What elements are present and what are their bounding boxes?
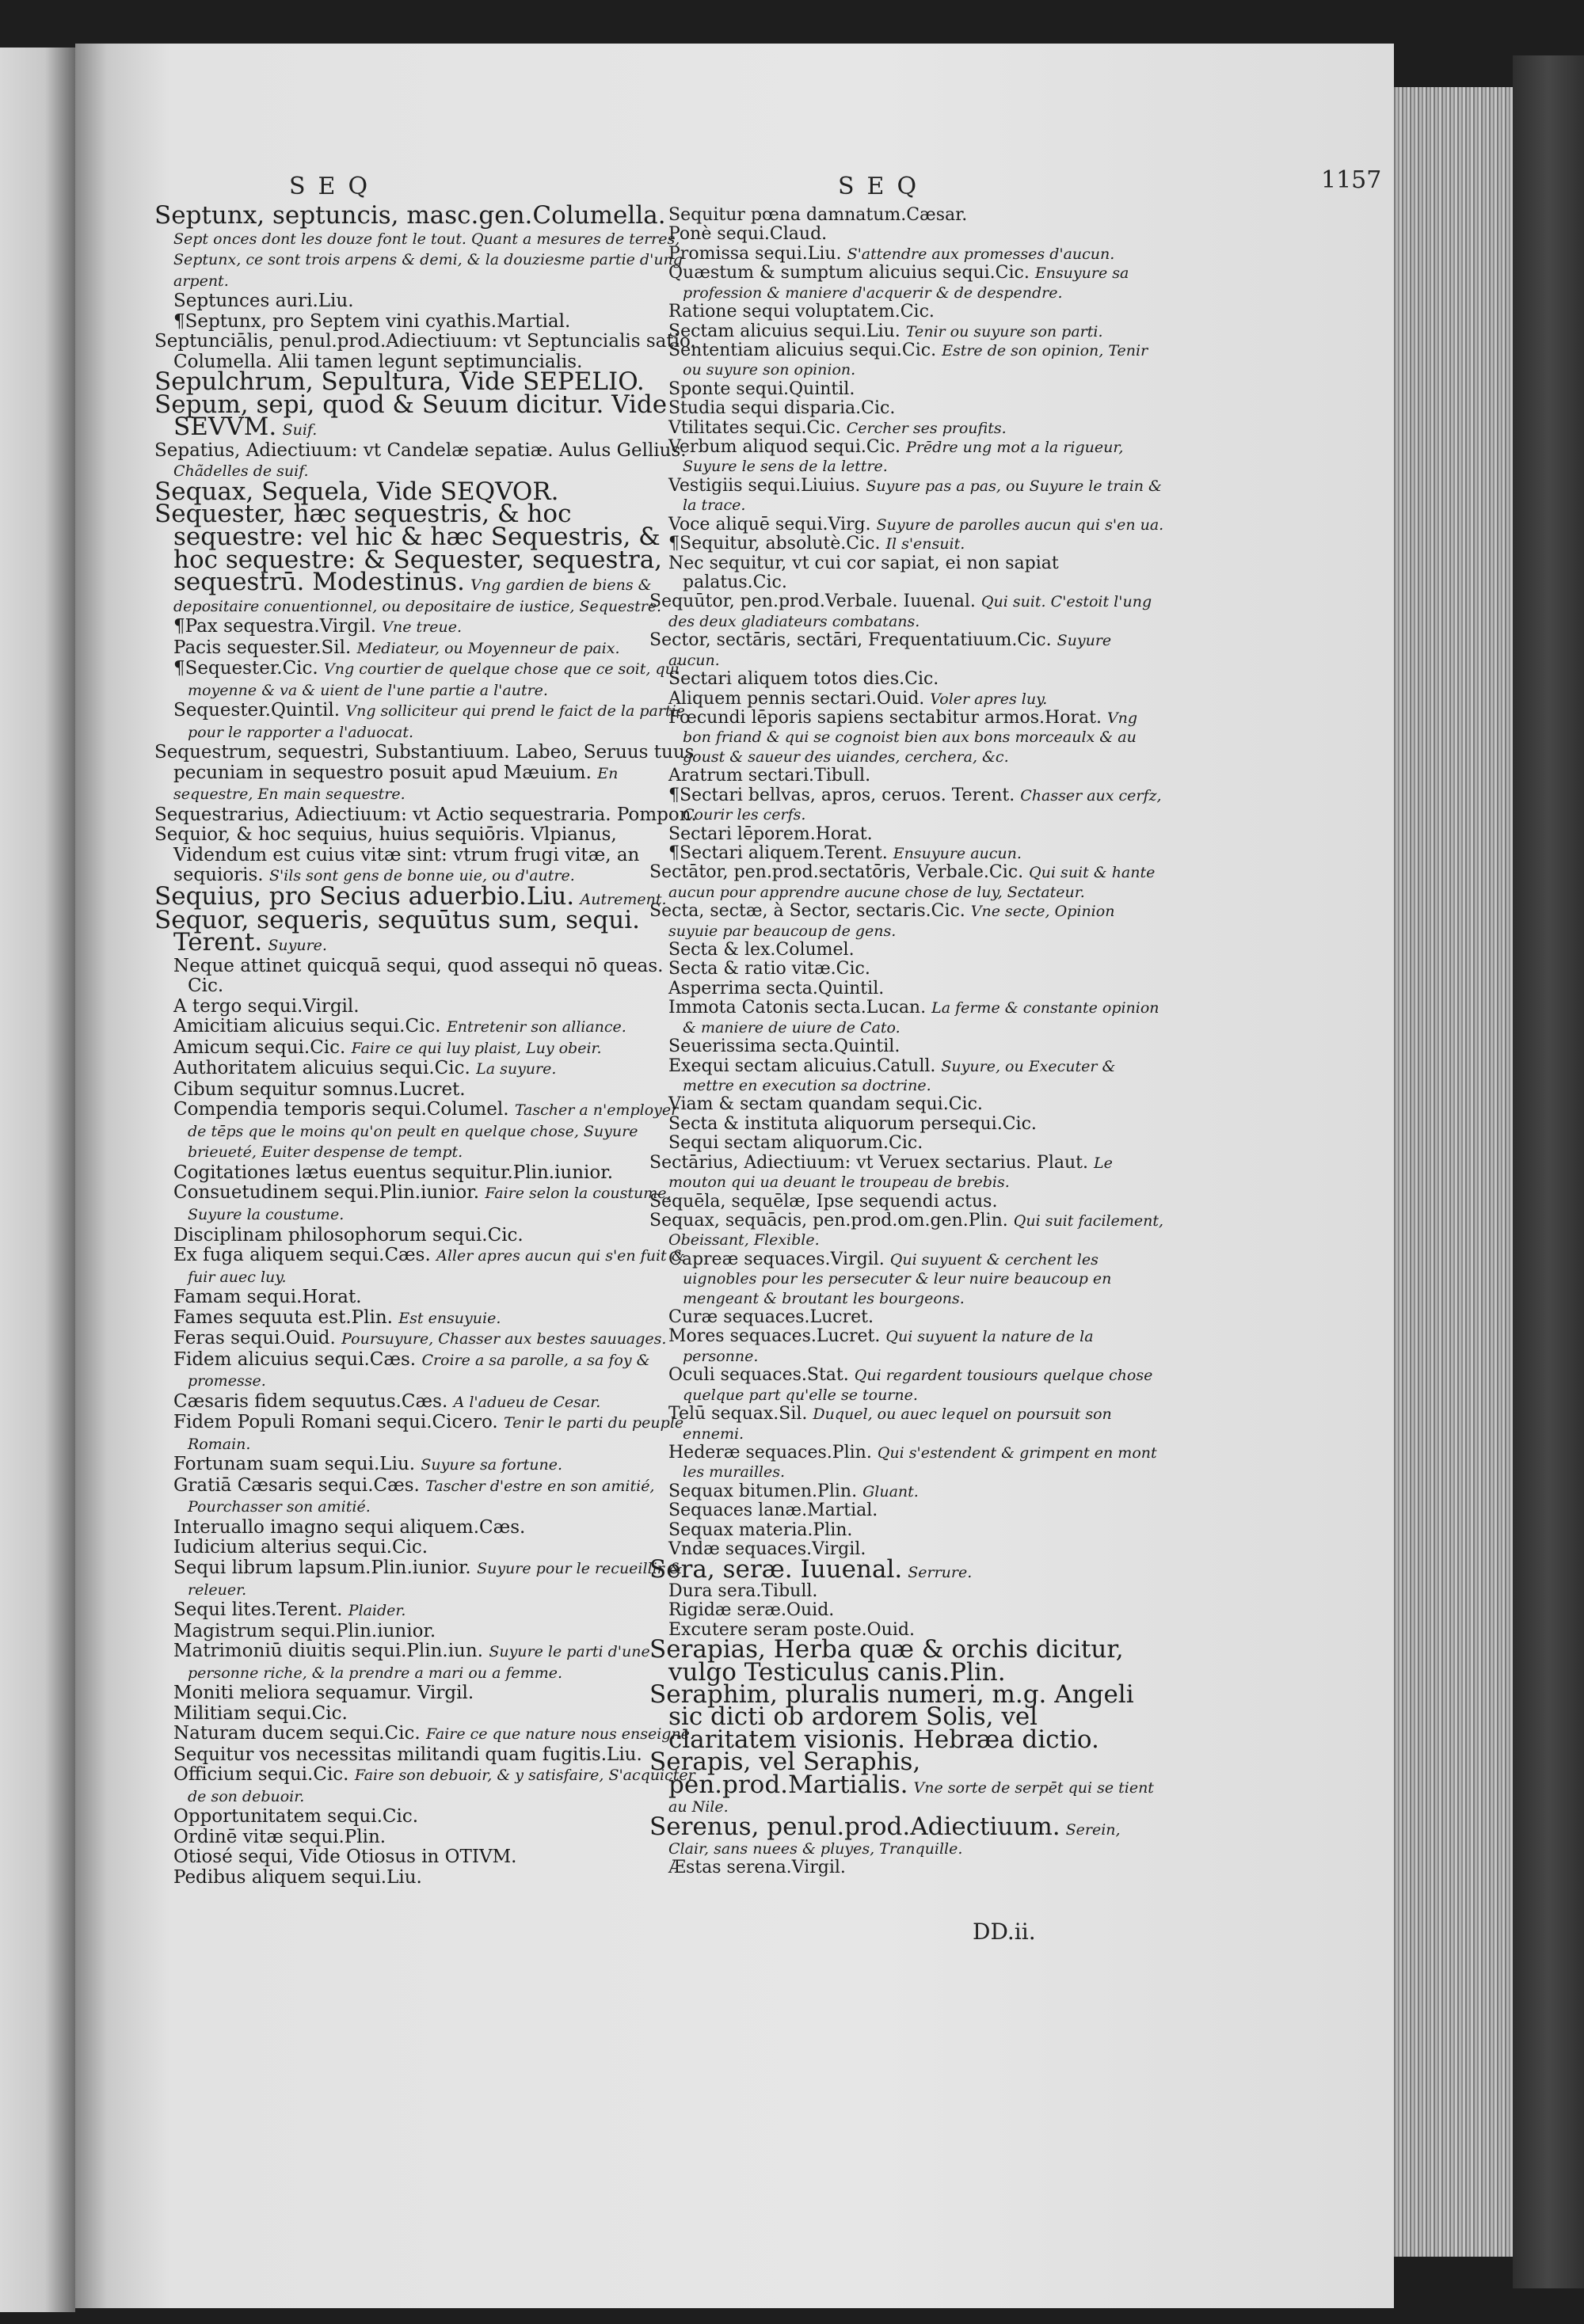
entry-french: S'ils sont gens de bonne uie, ou d'autre. (268, 867, 575, 885)
entry-latin: Sectārius, Adiectiuum: vt Veruex sectarius. Plaut. (649, 1152, 1088, 1173)
dictionary-entry (649, 825, 1164, 844)
entry-latin: Sententiam alicuius sequi.Cic. (668, 340, 937, 360)
entry-latin: Capreæ sequaces.Virgil. (668, 1249, 885, 1269)
entry-latin: Sequēla, sequēlæ, Ipse sequendi actus. (649, 1191, 998, 1211)
dictionary-entry (154, 1413, 701, 1455)
dictionary-entry (154, 1455, 701, 1476)
dictionary-entry (649, 1366, 1164, 1405)
entry-latin: Iudicium alterius sequi.Cic. (173, 1537, 428, 1558)
entry-latin: Secta & instituta aliquorum persequi.Cic. (668, 1113, 1037, 1134)
entry-latin: Æstas serena.Virgil. (668, 1858, 846, 1878)
entry-latin: Serenus, penul.prod.Adiectiuum. (649, 1812, 1060, 1841)
page-block-edges (1394, 87, 1513, 2257)
entry-french: La suyure. (476, 1060, 557, 1078)
running-header-right: SEQ (838, 173, 930, 200)
entry-french: Tenir ou suyure son parti. (905, 322, 1103, 340)
entry-latin: Ponè sequi.Claud. (668, 224, 828, 245)
entry-french: Tascher a n'employer de tēps que le moins qu'on peult en quelque chose, Suyure brieueté, Euiter despense de tempt. (188, 1101, 679, 1162)
entry-french: Vng courtier de quelque chose que ce soit, qui moyenne & va & uient de l'une partie a l'autre. (188, 660, 680, 699)
dictionary-entry (154, 291, 701, 312)
dictionary-entry (649, 863, 1164, 902)
dictionary-entry (649, 515, 1164, 534)
entry-latin: Nec sequitur, vt cui cor sapiat, ei non sapiat palatus.Cic. (668, 553, 1059, 593)
entry-french: Suyure pour le recueillir & releuer. (188, 1560, 683, 1599)
entry-latin: Sectari lēporem.Horat. (668, 823, 873, 844)
entry-french: Entretenir son alliance. (446, 1018, 626, 1036)
page-number: 1157 (1321, 166, 1382, 194)
entry-french: Sept onces dont les douze font le tout. Quant a mesures de terres, Septunx, ce sont trois arpens & demi, & la douziesme partie d'ung arpent. (173, 230, 683, 290)
entry-latin: Rigidæ seræ.Ouid. (668, 1600, 835, 1621)
dictionary-entry (649, 1095, 1164, 1114)
entry-latin: Officium sequi.Cic. (173, 1764, 349, 1786)
book-cover-edge (1513, 55, 1584, 2288)
entry-latin: Voce aliquē sequi.Virg. (668, 514, 871, 534)
entry-latin: Septunciālis, penul.prod.Adiectiuum: vt Septuncialis satio. Columella. Alii tamen legunt septimuncialis. (154, 331, 696, 372)
dictionary-entry (649, 1501, 1164, 1520)
entry-latin: Mores sequaces.Lucret. (668, 1326, 881, 1347)
entry-latin: Naturam ducem sequi.Cic. (173, 1723, 421, 1744)
entry-latin: Magistrum sequi.Plin.iunior. (173, 1620, 436, 1641)
entry-latin: Septunces auri.Liu. (173, 291, 354, 312)
entry-latin: Sequitur pœna damnatum.Cæsar. (668, 205, 968, 225)
entry-french: Suyure de parolles aucun qui s'en ua. (876, 515, 1164, 534)
dictionary-entry (649, 1582, 1164, 1601)
entry-french: Qui suit & hante aucun pour apprendre aucune chose de luy, Sectateur. (668, 864, 1156, 901)
dictionary-entry (154, 701, 701, 743)
entry-latin: Sequestrarius, Adiectiuum: vt Actio sequestraria. Pompon. (154, 804, 697, 825)
dictionary-entry (154, 1765, 701, 1807)
dictionary-entry (154, 1038, 701, 1059)
dictionary-entry (649, 225, 1164, 244)
entry-latin: Sequestrum, sequestri, Substantiuum. Labeo, Seruus tuus pecuniam in sequestro posuit apud Mæuium. (154, 742, 695, 783)
dictionary-entry (649, 844, 1164, 863)
running-header-left: SEQ (289, 173, 381, 200)
dictionary-entry (154, 1246, 701, 1288)
entry-french: Faire ce que nature nous enseigne. (425, 1725, 695, 1744)
dictionary-entry (154, 1329, 701, 1350)
dictionary-entry (649, 554, 1164, 593)
facing-page-edge (0, 48, 75, 2312)
dictionary-entry (154, 825, 701, 887)
dictionary-entry (649, 322, 1164, 341)
entry-french: Suif. (282, 421, 318, 439)
entry-latin: Sectam alicuius sequi.Liu. (668, 321, 901, 341)
entry-french: Qui suit facilement, Obeissant, Flexible. (668, 1211, 1164, 1249)
entry-french: Suyure. (268, 937, 327, 955)
dictionary-entry (649, 592, 1164, 631)
dictionary-entry (649, 1748, 1164, 1816)
entry-latin: Pedibus aliquem sequi.Liu. (173, 1866, 422, 1888)
entry-latin: Sepulchrum, Sepultura, Vide SEPELIO. (154, 367, 645, 397)
entry-latin: Oculi sequaces.Stat. (668, 1365, 849, 1386)
entry-french: Ensuyure aucun. (893, 844, 1022, 862)
dictionary-entry (649, 1057, 1164, 1096)
entry-latin: Secta & ratio vitæ.Cic. (668, 959, 870, 979)
entry-french: Serrure. (908, 1563, 973, 1581)
dictionary-entry (154, 1704, 701, 1725)
entry-french: Suyure pas a pas, ou Suyure le train & la trace. (683, 477, 1162, 515)
entry-latin: Interuallo imagno sequi aliquem.Cæs. (173, 1516, 526, 1538)
right-column (649, 206, 1164, 1878)
dictionary-entry (649, 1154, 1164, 1192)
entry-latin: Pacis sequester.Sil. (173, 637, 352, 658)
entry-french: La ferme & constante opinion & maniere de uiure de Cato. (683, 999, 1159, 1036)
entry-latin: Sequius, pro Secius aduerbio.Liu. (154, 882, 575, 911)
dictionary-entry (649, 998, 1164, 1037)
entry-latin: Sequax bitumen.Plin. (668, 1481, 858, 1501)
dictionary-entry (154, 1308, 701, 1329)
dictionary-entry (154, 1518, 701, 1539)
entry-latin: Fortunam suam sequi.Liu. (173, 1454, 416, 1475)
entry-latin: Sequax, sequācis, pen.prod.om.gen.Plin. (649, 1210, 1008, 1230)
entry-latin: Sepum, sepi, quod & Seuum dicitur. Vide SEVVM. (154, 390, 668, 442)
entry-latin: Authoritatem alicuius sequi.Cic. (173, 1058, 470, 1079)
dictionary-entry (649, 419, 1164, 438)
dictionary-entry (649, 302, 1164, 321)
entry-french: Serein, Clair, sans nuees & pluyes, Tranquille. (668, 1820, 1121, 1858)
entry-french: Cercher ses proufits. (846, 419, 1007, 437)
entry-latin: A tergo sequi.Virgil. (173, 995, 360, 1017)
entry-french: Chasser aux cerfz, Courir les cerfs. (683, 786, 1162, 824)
dictionary-entry (154, 957, 701, 997)
entry-french: Voler apres luy. (930, 690, 1048, 708)
entry-latin: Sequi librum lapsum.Plin.iunior. (173, 1558, 471, 1578)
entry-french: Vng bon friand & qui se cognoist bien aux bons morceaulx & au goust & saueur des uiandes, cerchera, &c. (683, 709, 1138, 766)
entry-latin: Cæsaris fidem sequutus.Cæs. (173, 1390, 448, 1412)
entry-latin: Sequitur vos necessitas militandi quam fugitis.Liu. (173, 1744, 642, 1765)
dictionary-entry (649, 1405, 1164, 1443)
entry-latin: Sequior, & hoc sequius, huius sequiōris. Vlpianus, Videndum est cuius vitæ sint: vtrum frugi vitæ, an sequioris. (154, 824, 640, 886)
dictionary-entry (154, 1183, 701, 1225)
entry-latin: Sectari aliquem totos dies.Cic. (668, 669, 939, 690)
entry-latin: Quæstum & sumptum alicuius sequi.Cic. (668, 263, 1030, 283)
entry-french: Est ensuyuie. (398, 1309, 501, 1327)
entry-french: Qui regardent tousiours quelque chose quelque part qu'elle se tourne. (683, 1367, 1153, 1404)
dictionary-entry (649, 902, 1164, 941)
dictionary-entry (649, 1211, 1164, 1250)
dictionary-entry (154, 500, 701, 617)
entry-latin: ¶Sequester.Cic. (173, 658, 318, 679)
dictionary-entry (649, 709, 1164, 766)
entry-french: Ensuyure sa profession & maniere d'acquerir & de despendre. (683, 264, 1129, 302)
dictionary-entry (154, 997, 701, 1017)
entry-french: Faire selon la coustume, Suyure la coustume. (188, 1185, 672, 1223)
entry-latin: Moniti meliora sequamur. Virgil. (173, 1683, 474, 1704)
entry-latin: Matrimoniū diuitis sequi.Plin.iun. (173, 1641, 483, 1662)
dictionary-entry (154, 332, 701, 372)
entry-latin: Consuetudinem sequi.Plin.iunior. (173, 1182, 480, 1204)
entry-french: Vng solliciteur qui prend le faict de la partie pour le rapporter a l'aduocat. (188, 702, 685, 741)
dictionary-entry (154, 1745, 701, 1766)
entry-latin: Seraphim, pluralis numeri, m.g. Angeli sic dicti ob ardorem Solis, vel claritatem visionis. Hebræa dictio. (649, 1680, 1134, 1754)
entry-latin: Amicum sequi.Cic. (173, 1036, 346, 1058)
entry-french: Vne secte, Opinion suyuie par beaucoup de gens. (668, 903, 1115, 940)
entry-french: Vne treue. (382, 618, 463, 637)
entry-french: Il s'ensuit. (885, 535, 965, 553)
entry-french: Autrement. (580, 891, 667, 908)
entry-latin: ¶Sectari aliquem.Terent. (668, 842, 888, 863)
entry-latin: ¶Sequitur, absolutè.Cic. (668, 534, 881, 554)
entry-latin: Militiam sequi.Cic. (173, 1702, 348, 1724)
dictionary-entry (154, 1163, 701, 1184)
signature-mark: DD.ii. (973, 1919, 1036, 1945)
entry-latin: Sera, seræ. Iuuenal. (649, 1554, 903, 1584)
dictionary-entry (649, 206, 1164, 225)
entry-french: Qui suyuent la nature de la personne. (683, 1328, 1094, 1365)
entry-latin: Sequaces lanæ.Martial. (668, 1501, 878, 1521)
dictionary-entry (154, 1100, 701, 1163)
dictionary-entry (649, 1192, 1164, 1211)
dictionary-entry (649, 1482, 1164, 1501)
dictionary-entry (154, 1847, 701, 1868)
dictionary-entry (154, 1828, 701, 1848)
dictionary-entry (649, 670, 1164, 689)
entry-latin: Sector, sectāris, sectāri, Frequentatiuum.Cic. (649, 630, 1052, 651)
dictionary-entry (649, 979, 1164, 998)
entry-french: Faire son debuoir, & y satisfaire, S'acquicter de son debuoir. (188, 1767, 695, 1805)
entry-latin: ¶Pax sequestra.Virgil. (173, 616, 376, 637)
entry-french: Vng gardien de biens & depositaire conuentionnel, ou depositaire de iustice, Sequestre. (173, 576, 662, 615)
entry-latin: Curæ sequaces.Lucret. (668, 1307, 874, 1328)
entry-latin: Neque attinet quicquā sequi, quod assequi nō queas. Cic. (173, 955, 664, 997)
dictionary-entry (649, 690, 1164, 709)
entry-latin: Sequor, sequeris, sequūtus sum, sequi. Terent. (154, 905, 640, 957)
dictionary-entry (154, 1807, 701, 1828)
entry-latin: Ratione sequi voluptatem.Cic. (668, 302, 935, 322)
entry-french: Mediateur, ou Moyenneur de paix. (356, 639, 620, 657)
dictionary-entry (154, 390, 701, 442)
entry-latin: Famam sequi.Horat. (173, 1287, 362, 1308)
entry-french: Qui suit. C'estoit l'ung des deux gladiateurs combatans. (668, 593, 1152, 630)
dictionary-entry (154, 1538, 701, 1558)
dictionary-entry (649, 341, 1164, 380)
entry-latin: Vestigiis sequi.Liuius. (668, 475, 861, 496)
dictionary-entry (649, 960, 1164, 979)
dictionary-entry (649, 631, 1164, 670)
entry-french: Faire ce qui luy plaist, Luy obeir. (351, 1039, 602, 1057)
entry-latin: Fidem alicuius sequi.Cæs. (173, 1348, 417, 1370)
entry-french: Vne sorte de serpēt qui se tient au Nile. (668, 1778, 1154, 1816)
entry-french: Tenir le parti du peuple Romain. (188, 1414, 684, 1453)
left-column (154, 201, 701, 1888)
entry-french: Suyure aucun. (668, 632, 1112, 669)
entry-french: Chãdelles de suif. (173, 462, 309, 481)
entry-french: Croire a sa parolle, a sa foy & promesse. (188, 1351, 650, 1390)
dictionary-entry (649, 380, 1164, 399)
dictionary-entry (154, 805, 701, 826)
entry-latin: Sectātor, pen.prod.sectatōris, Verbale.Cic. (649, 862, 1024, 883)
entry-latin: Promissa sequi.Liu. (668, 243, 842, 264)
dictionary-entry (649, 1443, 1164, 1482)
entry-latin: Fidem Populi Romani sequi.Cicero. (173, 1412, 498, 1433)
dictionary-entry (154, 1600, 701, 1622)
dictionary-entry (649, 1308, 1164, 1327)
entry-latin: Hederæ sequaces.Plin. (668, 1443, 872, 1462)
dictionary-entry (649, 245, 1164, 264)
entry-french: Qui suyuent & cerchent les uignobles pour les persecuter & leur nuire beaucoup en mengeant & broutant les bourgeons. (683, 1250, 1112, 1307)
dictionary-entry (154, 1476, 701, 1518)
entry-french: Suyure, ou Executer & mettre en execution sa doctrine. (683, 1057, 1116, 1094)
dictionary-entry (649, 1327, 1164, 1366)
dictionary-entry (649, 438, 1164, 477)
dictionary-entry (649, 1812, 1164, 1859)
entry-latin: Feras sequi.Ouid. (173, 1328, 336, 1349)
entry-latin: Serapias, Herba quæ & orchis dicitur, vulgo Testiculus canis.Plin. (649, 1635, 1124, 1687)
entry-latin: Vtilitates sequi.Cic. (668, 417, 841, 438)
dictionary-entry (154, 1288, 701, 1308)
dictionary-entry (154, 1724, 701, 1745)
dictionary-entry (154, 1868, 701, 1888)
entry-latin: Disciplinam philosophorum sequi.Cic. (173, 1224, 524, 1246)
dictionary-entry (154, 201, 701, 291)
dictionary-entry (649, 1115, 1164, 1134)
entry-latin: Aliquem pennis sectari.Ouid. (668, 688, 925, 709)
entry-french: Suyure sa fortune. (421, 1456, 563, 1474)
entry-latin: Sequester, hæc sequestris, & hoc sequestre: vel hic & hæc Sequestris, & hoc sequestre: & Sequester, sequestra, sequestrū. Modestinus. (154, 500, 663, 597)
entry-latin: Sequūtor, pen.prod.Verbale. Iuuenal. (649, 591, 976, 612)
entry-french: S'attendre aux promesses d'aucun. (847, 245, 1115, 263)
entry-latin: Serapis, vel Seraphis, pen.prod.Martialis. (649, 1748, 921, 1799)
entry-latin: Compendia temporis sequi.Columel. (173, 1099, 509, 1120)
entry-french: Plaider. (348, 1602, 406, 1620)
entry-latin: Immota Catonis secta.Lucan. (668, 998, 927, 1018)
dictionary-entry (649, 1521, 1164, 1540)
entry-latin: Septunx, septuncis, masc.gen.Columella. (154, 201, 666, 230)
dictionary-entry (649, 1554, 1164, 1584)
entry-latin: Sequester.Quintil. (173, 700, 341, 721)
dictionary-entry (649, 399, 1164, 418)
entry-latin: Fames sequuta est.Plin. (173, 1307, 393, 1328)
entry-french: Qui s'estendent & grimpent en mont les murailles. (683, 1444, 1157, 1482)
entry-latin: Cibum sequitur somnus.Lucret. (173, 1078, 466, 1100)
entry-latin: Studia sequi disparia.Cic. (668, 398, 896, 419)
entry-latin: Ex fuga aliquem sequi.Cæs. (173, 1245, 431, 1266)
entry-french: Le mouton qui ua deuant le troupeau de brebis. (668, 1154, 1113, 1192)
entry-latin: Amicitiam alicuius sequi.Cic. (173, 1016, 441, 1037)
dictionary-entry (649, 1601, 1164, 1620)
dictionary-entry (154, 1226, 701, 1246)
dictionary-entry (154, 905, 701, 957)
dictionary-entry (649, 1680, 1164, 1754)
entry-french: Gluant. (862, 1482, 919, 1501)
entry-latin: Exequi sectam alicuius.Catull. (668, 1055, 936, 1076)
dictionary-entry (649, 1250, 1164, 1308)
dictionary-entry (154, 1683, 701, 1704)
entry-french: Prēdre ung mot a la rigueur, Suyure le sens de la lettre. (683, 439, 1124, 476)
dictionary-entry (649, 534, 1164, 553)
dictionary-entry (154, 617, 701, 638)
entry-french: Tascher d'estre en son amitié, Pourchasser son amitié. (188, 1477, 655, 1516)
entry-latin: Sequax, Sequela, Vide SEQVOR. (154, 477, 559, 506)
entry-french: Aller apres aucun qui s'en fuit & fuir auec luy. (188, 1247, 685, 1286)
dictionary-entry (154, 1392, 701, 1413)
entry-latin: Otiosé sequi, Vide Otiosus in OTIVM. (173, 1847, 517, 1868)
entry-french: A l'adueu de Cesar. (453, 1393, 601, 1411)
entry-latin: Sequax materia.Plin. (668, 1520, 853, 1540)
entry-latin: ¶Septunx, pro Septem vini cyathis.Martial. (173, 310, 571, 332)
dictionary-entry (649, 264, 1164, 302)
entry-latin: Dura sera.Tibull. (668, 1580, 818, 1601)
dictionary-entry (154, 312, 701, 333)
dictionary-entry (649, 786, 1164, 825)
dictionary-entry (649, 766, 1164, 785)
dictionary-entry (649, 1037, 1164, 1056)
entry-french: Suyure le parti d'une personne riche, & la prendre a mari ou a femme. (188, 1643, 650, 1682)
entry-latin: Gratiā Cæsaris sequi.Cæs. (173, 1474, 420, 1496)
entry-latin: Aratrum sectari.Tibull. (668, 766, 871, 786)
entry-latin: Seuerissima secta.Quintil. (668, 1036, 901, 1057)
entry-latin: Excutere seram poste.Ouid. (668, 1619, 915, 1640)
dictionary-entry (154, 659, 701, 701)
dictionary-entry (649, 1858, 1164, 1877)
entry-latin: Asperrima secta.Quintil. (668, 978, 885, 998)
dictionary-entry (154, 743, 701, 805)
entry-latin: Vndæ sequaces.Virgil. (668, 1539, 866, 1560)
entry-latin: Viam & sectam quandam sequi.Cic. (668, 1094, 983, 1115)
entry-latin: Opportunitatem sequi.Cic. (173, 1806, 419, 1828)
dictionary-entry (154, 1641, 701, 1683)
dictionary-entry (154, 441, 701, 482)
entry-french: Poursuyure, Chasser aux bestes sauuages. (341, 1330, 667, 1348)
entry-latin: Verbum aliquod sequi.Cic. (668, 437, 901, 458)
dictionary-entry (154, 1017, 701, 1038)
dictionary-entry (154, 1558, 701, 1600)
dictionary-entry (154, 1350, 701, 1392)
dictionary-entry (649, 1134, 1164, 1153)
dictionary-entry (649, 1635, 1164, 1687)
dictionary-entry (649, 477, 1164, 515)
entry-latin: Sequi sectam aliquorum.Cic. (668, 1133, 923, 1154)
entry-french: Estre de son opinion, Tenir ou suyure son opinion. (683, 341, 1148, 379)
dictionary-entry (154, 1059, 701, 1080)
entry-latin: ¶Sectari bellvas, apros, ceruos. Terent. (668, 785, 1015, 805)
entry-latin: Ordinē vitæ sequi.Plin. (173, 1826, 386, 1847)
entry-latin: Sponte sequi.Quintil. (668, 378, 855, 399)
dictionary-entry (154, 1080, 701, 1101)
dictionary-entry (154, 638, 701, 660)
dictionary-entry (649, 941, 1164, 960)
entry-latin: Cogitationes lætus euentus sequitur.Plin.iunior. (173, 1162, 614, 1183)
entry-latin: Sequi lites.Terent. (173, 1599, 343, 1621)
entry-french: Duquel, ou auec lequel on poursuit son ennemi. (683, 1405, 1112, 1443)
dictionary-entry (154, 1622, 701, 1642)
entry-latin: Fœcundi lēporis sapiens sectabitur armos.Horat. (668, 707, 1102, 728)
entry-latin: Sepatius, Adiectiuum: vt Candelæ sepatiæ. Aulus Gellius. (154, 439, 687, 461)
entry-french: En sequestre, En main sequestre. (173, 764, 619, 804)
entry-latin: Telū sequax.Sil. (668, 1404, 808, 1424)
entry-latin: Secta & lex.Columel. (668, 940, 855, 960)
entry-latin: Secta, sectæ, à Sector, sectaris.Cic. (649, 901, 965, 922)
